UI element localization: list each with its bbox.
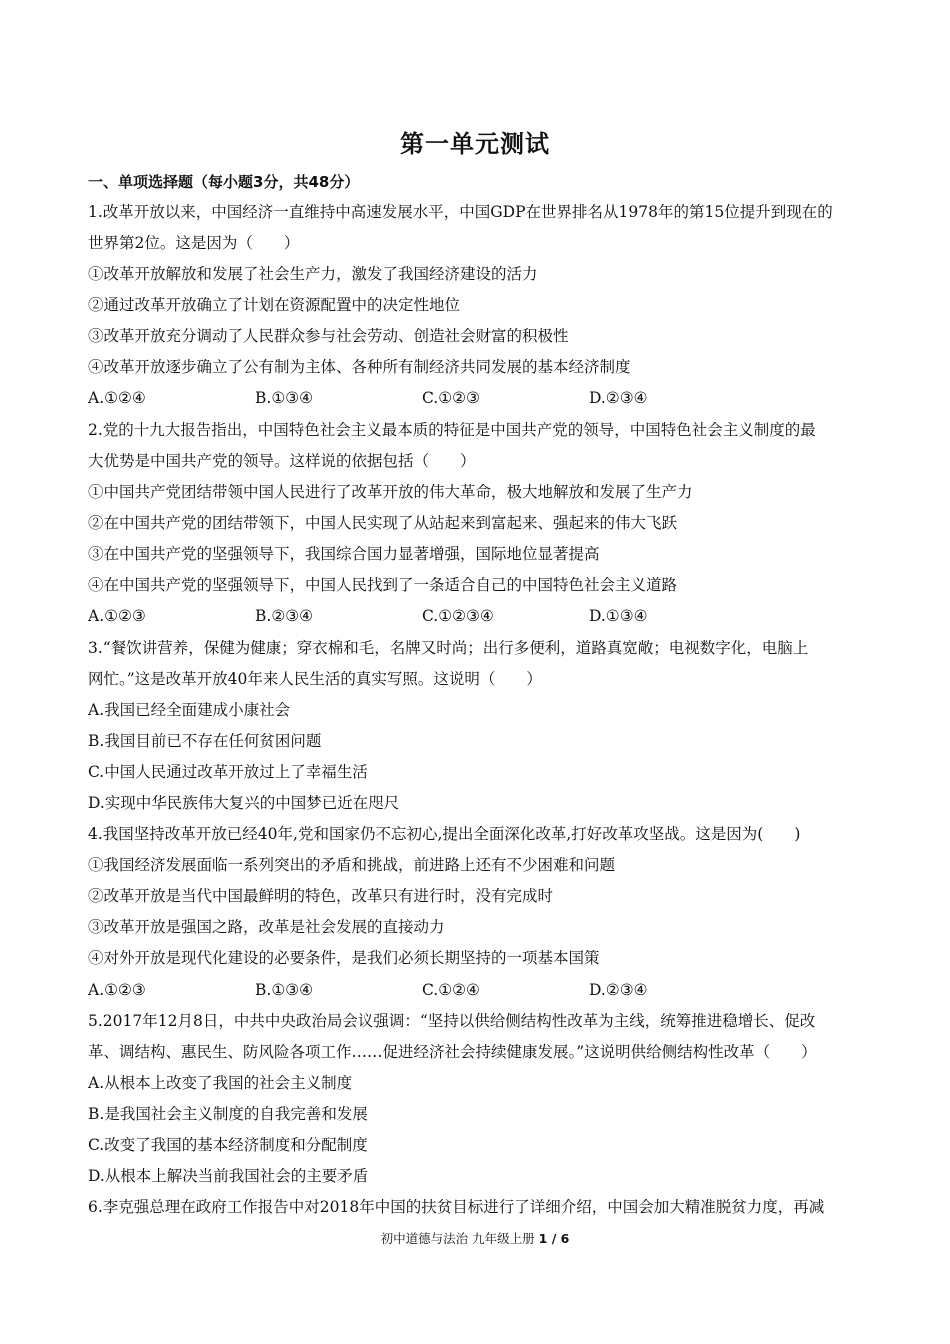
q2-stem-line1: 2.党的十九大报告指出，中国特色社会主义最本质的特征是中国共产党的领导，中国特色社会主义制度的最: [88, 421, 816, 439]
q2-stem-line2: 大优势是中国共产党的领导。这样说的依据包括（ ）: [88, 452, 476, 470]
q1-option-c: C.①②③: [422, 389, 480, 407]
q3-option-d: D.实现中华民族伟大复兴的中国梦已近在咫尺: [88, 794, 400, 812]
q2-option-a: A.①②③: [88, 607, 146, 625]
page-footer: [0, 1229, 950, 1247]
q4-statement-4: ④对外开放是现代化建设的必要条件，是我们必须长期坚持的一项基本国策: [88, 949, 600, 967]
q5-option-c: C.改变了我国的基本经济制度和分配制度: [88, 1136, 368, 1154]
q4-statement-2: ②改革开放是当代中国最鲜明的特色，改革只有进行时，没有完成时: [88, 887, 554, 905]
q4-option-c: C.①②④: [422, 981, 480, 999]
q2-statement-1: ①中国共产党团结带领中国人民进行了改革开放的伟大革命，极大地解放和发展了生产力: [88, 483, 693, 501]
q1-option-d: D.②③④: [589, 389, 648, 407]
q5-stem-line1: 5.2017年12月8日，中共中央政治局会议强调：“坚持以供给侧结构性改革为主线，统筹推进稳增长、促改: [88, 1012, 816, 1030]
q4-option-a: A.①②③: [88, 981, 146, 999]
q5-option-b: B.是我国社会主义制度的自我完善和发展: [88, 1105, 368, 1123]
q1-option-a: A.①②④: [88, 389, 146, 407]
q5-stem-line2: 革、调结构、惠民生、防风险各项工作……促进经济社会持续健康发展。”这说明供给侧结构性改革（ ）: [88, 1043, 817, 1061]
q6-stem-line1: 6.李克强总理在政府工作报告中对2018年中国的扶贫目标进行了详细介绍，中国会加大精准脱贫力度，再减: [88, 1198, 825, 1216]
q1-statement-3: ③改革开放充分调动了人民群众参与社会劳动、创造社会财富的积极性: [88, 327, 569, 345]
q1-statement-1: ①改革开放解放和发展了社会生产力，激发了我国经济建设的活力: [88, 265, 538, 283]
q3-option-b: B.我国目前已不存在任何贫困问题: [88, 732, 322, 750]
q1-statement-4: ④改革开放逐步确立了公有制为主体、各种所有制经济共同发展的基本经济制度: [88, 358, 631, 376]
q5-option-a: A.从根本上改变了我国的社会主义制度: [88, 1074, 353, 1092]
q4-statement-1: ①我国经济发展面临一系列突出的矛盾和挑战，前进路上还有不少困难和问题: [88, 856, 616, 874]
q4-option-d: D.②③④: [589, 981, 648, 999]
footer-course: 初中道德与法治 九年级上册: [380, 1231, 535, 1246]
q2-statement-4: ④在中国共产党的坚强领导下，中国人民找到了一条适合自己的中国特色社会主义道路: [88, 576, 678, 594]
q5-option-d: D.从根本上解决当前我国社会的主要矛盾: [88, 1167, 369, 1185]
q2-statement-3: ③在中国共产党的坚强领导下，我国综合国力显著增强，国际地位显著提高: [88, 545, 600, 563]
q3-stem-line1: 3.“餐饮讲营养，保健为健康；穿衣棉和毛，名牌又时尚；出行多便利，道路真宽敞；电视数字化，电脑上: [88, 639, 809, 657]
q3-option-c: C.中国人民通过改革开放过上了幸福生活: [88, 763, 368, 781]
q2-option-d: D.①③④: [589, 607, 648, 625]
q1-stem-line2: 世界第2位。这是因为（ ）: [88, 234, 300, 252]
q2-statement-2: ②在中国共产党的团结带领下，中国人民实现了从站起来到富起来、强起来的伟大飞跃: [88, 514, 678, 532]
q1-option-b: B.①③④: [255, 389, 314, 407]
q4-statement-3: ③改革开放是强国之路，改革是社会发展的直接动力: [88, 918, 445, 936]
q4-stem-line1: 4.我国坚持改革开放已经40年,党和国家仍不忘初心,提出全面深化改革,打好改革攻坚战。这是因为( ): [88, 825, 801, 843]
page-title: 第一单元测试: [400, 130, 550, 158]
q2-option-b: B.②③④: [255, 607, 314, 625]
q4-option-b: B.①③④: [255, 981, 314, 999]
page-number: 1 / 6: [538, 1231, 570, 1246]
q1-statement-2: ②通过改革开放确立了计划在资源配置中的决定性地位: [88, 296, 461, 314]
q1-stem-line1: 1.改革开放以来，中国经济一直维持中高速发展水平，中国GDP在世界排名从1978年的第15位提升到现在的: [88, 203, 833, 221]
q3-option-a: A.我国已经全面建成小康社会: [88, 701, 291, 719]
q2-option-c: C.①②③④: [422, 607, 494, 625]
section-heading: 一、单项选择题（每小题3分，共48分）: [88, 173, 360, 191]
q3-stem-line2: 网忙。”这是改革开放40年来人民生活的真实写照。这说明（ ）: [88, 670, 542, 688]
